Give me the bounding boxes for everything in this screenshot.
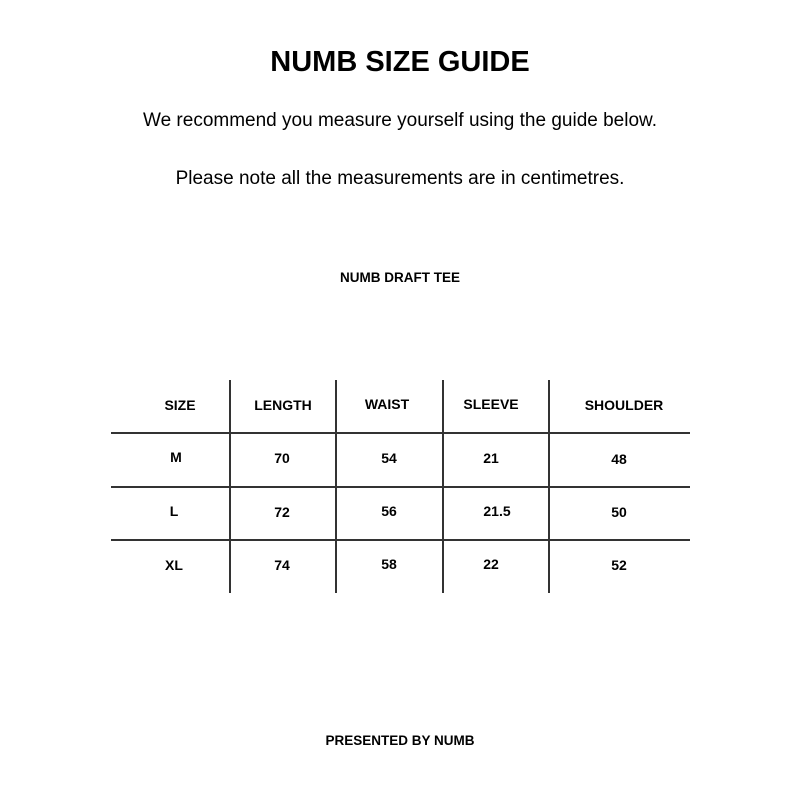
column-divider [548,380,550,593]
cell-length: 70 [274,450,290,466]
cell-sleeve: 21 [483,450,499,466]
cell-waist: 56 [381,503,397,519]
cell-shoulder: 50 [611,504,627,520]
cell-waist: 54 [381,450,397,466]
page-title: NUMB SIZE GUIDE [270,46,530,78]
units-note: Please note all the measurements are in centimetres. [175,168,625,189]
cell-shoulder: 48 [611,451,627,467]
header-sleeve: SLEEVE [463,396,519,412]
cell-size: M [170,449,182,465]
cell-length: 74 [274,557,290,573]
cell-size: XL [165,557,183,573]
header-waist: WAIST [364,396,410,412]
header-size: SIZE [164,397,196,413]
table-divider [111,486,690,488]
header-length: LENGTH [254,397,312,413]
table-divider [111,432,690,434]
header-shoulder: SHOULDER [584,397,664,413]
cell-size: L [169,503,179,519]
product-name: NUMB DRAFT TEE [340,270,460,285]
cell-sleeve: 21.5 [483,503,511,519]
footer-credit: PRESENTED BY NUMB [325,733,475,748]
table-divider [111,539,690,541]
instruction-text: We recommend you measure yourself using the guide below. [143,110,657,131]
cell-sleeve: 22 [483,556,499,572]
cell-length: 72 [274,504,290,520]
cell-shoulder: 52 [611,557,627,573]
cell-waist: 58 [381,556,397,572]
